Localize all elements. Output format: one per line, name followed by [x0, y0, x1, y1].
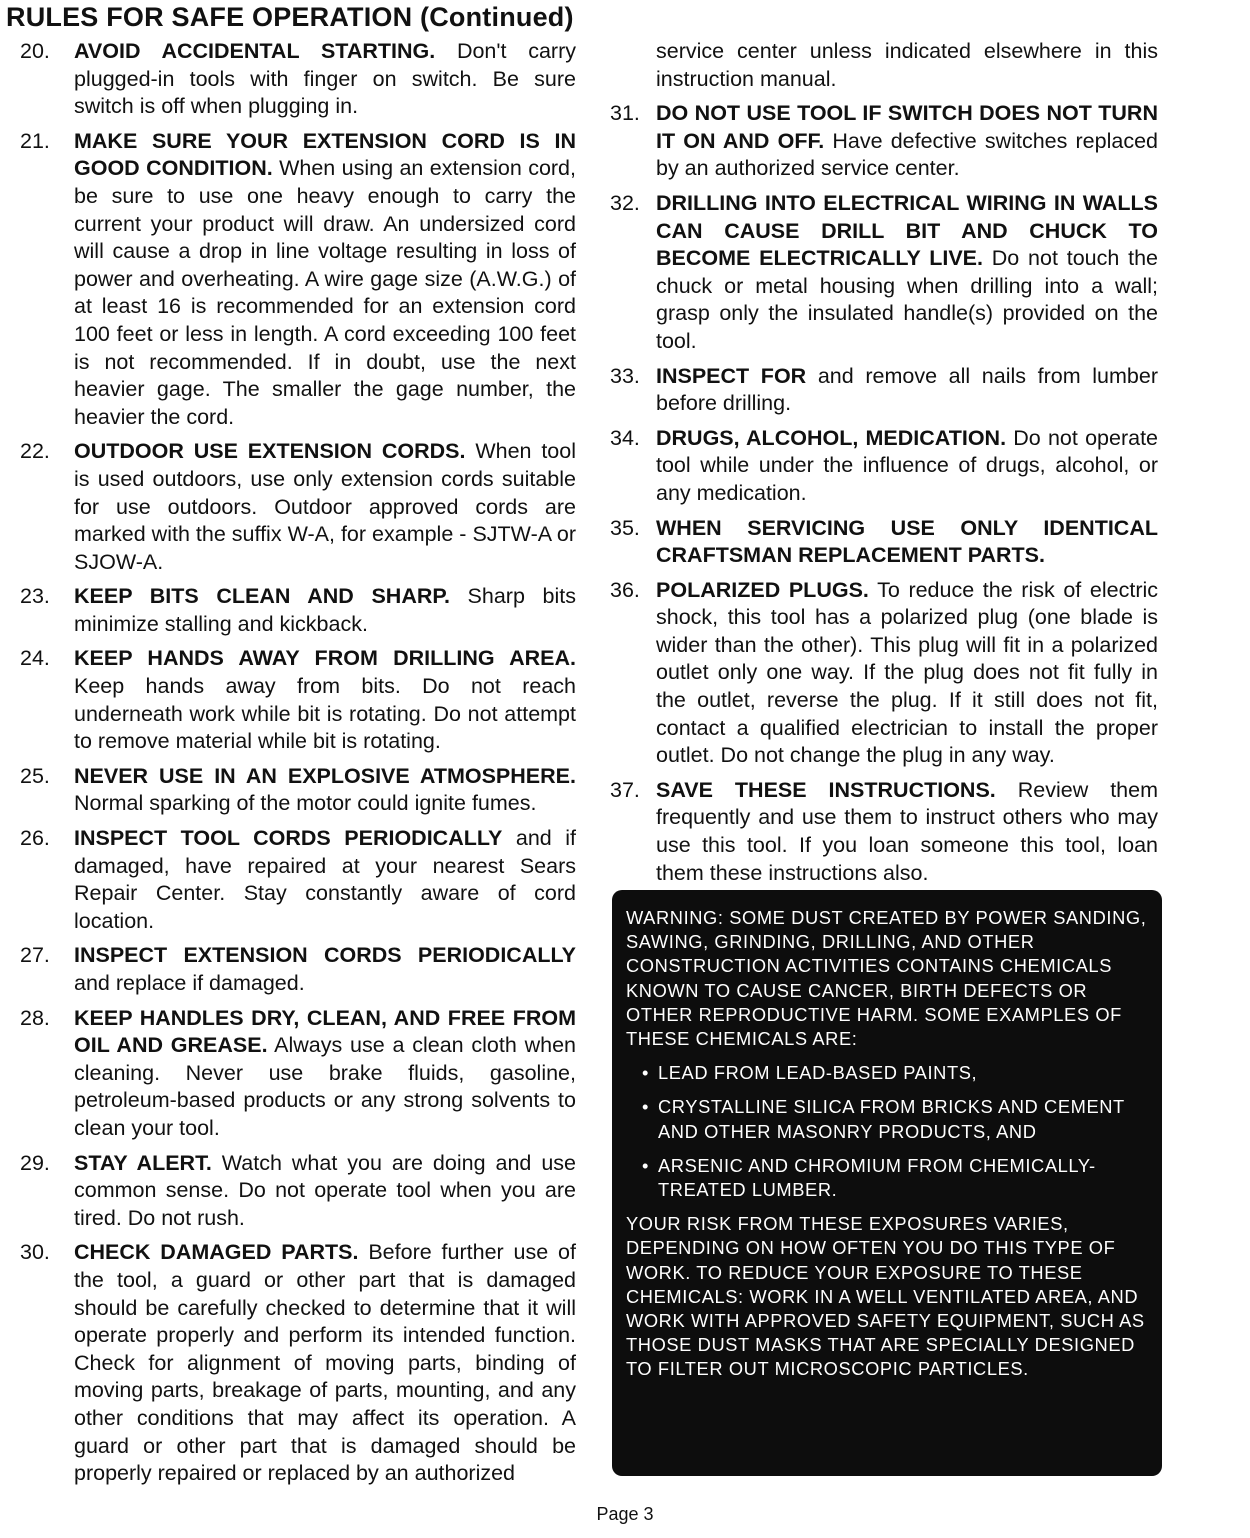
rule-text: Watch what you are doing and use common sense. Do not operate tool when you are tired. Do not rush.: [74, 1150, 576, 1230]
rule-heading: INSPECT FOR: [656, 363, 807, 388]
rule-heading: INSPECT EXTENSION CORDS PERIODICALLY: [74, 943, 576, 968]
rule-text: Sharp bits minimize stalling and kickback.: [74, 584, 576, 636]
bullet-icon: •: [642, 1154, 650, 1176]
warning-list-item: [626, 1095, 1152, 1143]
rule-number: 27.: [20, 943, 50, 968]
rule-item: [20, 583, 576, 638]
rule-text: Before further use of the tool, a guard or other part that is damaged should be carefully checked to determine that it will operate properly and perform its intended function. Check for alignment of moving parts, binding of moving parts, breakage of parts, mounting, and any other conditions that may affect its operation. A guard or other part that is damaged should be properly repaired or replaced by an authorized: [74, 1240, 576, 1486]
rule-number: 24.: [20, 646, 50, 671]
warning-outro: YOUR RISK FROM THESE EXPOSURES VARIES, DEPENDING ON HOW OFTEN YOU DO THIS TYPE OF WORK. TO REDUCE YOUR EXPOSURE TO THESE CHEMICALS: WORK IN A WELL VENTILATED AREA, AND WORK WITH APPROVED SAFETY EQUIPMENT, SUCH AS THOSE DUST MASKS THAT ARE SPECIALLY DESIGNED TO FILTER OUT MICROSCOPIC PARTICLES.: [626, 1213, 1145, 1380]
rule-text: Always use a clean cloth when cleaning. Never use brake fluids, gasoline, petroleum-based products or any strong solvents to clean your tool.: [74, 1033, 576, 1140]
rule-number: 31.: [610, 101, 640, 126]
warning-list-text: CRYSTALLINE SILICA FROM BRICKS AND CEMENT AND OTHER MASONRY PRODUCTS, AND: [658, 1096, 1125, 1142]
warning-list-text: ARSENIC AND CHROMIUM FROM CHEMICALLY-TREATED LUMBER.: [658, 1154, 1096, 1201]
rule-heading: KEEP BITS CLEAN AND SHARP.: [74, 584, 450, 609]
rule-heading: POLARIZED PLUGS.: [656, 577, 869, 602]
warning-list-item: [626, 1154, 1152, 1202]
rule-heading: CHECK DAMAGED PARTS.: [74, 1240, 359, 1265]
rule-number: 36.: [610, 577, 640, 602]
rule-item: [20, 128, 576, 432]
rule-number: 37.: [610, 777, 640, 802]
rule-heading: KEEP HANDS AWAY FROM DRILLING AREA.: [74, 646, 576, 671]
right-column: [610, 38, 1158, 894]
rule-heading: MAKE SURE YOUR EXTENSION CORD IS IN GOOD CONDITION.: [74, 128, 576, 181]
rule-number: 23.: [20, 584, 50, 609]
rule-item: [610, 425, 1158, 508]
rule-item: [20, 825, 576, 935]
rule-heading: KEEP HANDLES DRY, CLEAN, AND FREE FROM OIL AND GREASE.: [74, 1005, 576, 1058]
rule-item: [610, 100, 1158, 183]
warning-chemical-list: [626, 1061, 1152, 1202]
rule-text: When tool is used outdoors, use only extension cords suitable for use outdoors. Outdoor approved cords are marked with the suffix W-A, for example - SJTW-A or SJOW-A.: [74, 439, 576, 574]
rule-number: 21.: [20, 128, 50, 153]
bullet-icon: •: [642, 1062, 650, 1084]
rule-text: Do not operate tool while under the influence of drugs, alcohol, or any medication.: [656, 425, 1158, 505]
rule-text: When using an extension cord, be sure to use one heavy enough to carry the current your product will draw. An undersized cord will cause a drop in line voltage resulting in loss of power and overheating. A wire gage size (A.W.G.) of at least 16 is recommended for an extension cord 100 feet or less in length. A cord exceeding 100 feet is not recommended. If in doubt, use the next heavier gage. The smaller the gage number, the heavier the cord.: [74, 156, 576, 429]
rule-number: 35.: [610, 515, 640, 540]
rule-text: Review them frequently and use them to instruct others who may use this tool. If you loan someone this tool, loan them these instructions also.: [656, 777, 1158, 885]
bullet-icon: •: [642, 1096, 650, 1118]
rule-text: and remove all nails from lumber before drilling.: [656, 363, 1158, 416]
rule-heading: DO NOT USE TOOL IF SWITCH DOES NOT TURN IT ON AND OFF.: [656, 101, 1158, 153]
rule-number: 32.: [610, 190, 640, 215]
rule-number: 20.: [20, 39, 50, 63]
rule-heading: WHEN SERVICING USE ONLY IDENTICAL CRAFTSMAN REPLACEMENT PARTS.: [656, 515, 1158, 568]
warning-intro: WARNING: SOME DUST CREATED BY POWER SANDING, SAWING, GRINDING, DRILLING, AND OTHER CONSTRUCTION ACTIVITIES CONTAINS CHEMICALS KNOWN TO CAUSE CANCER, BIRTH DEFECTS OR OTHER REPRODUCTIVE HARM. SOME EXAMPLES OF THESE CHEMICALS ARE:: [626, 907, 1147, 1050]
rule-item: [610, 577, 1158, 770]
rule-number: 25.: [20, 763, 50, 788]
warning-list-item: [626, 1061, 1152, 1085]
rule-number: 26.: [20, 826, 50, 851]
rule-item: [20, 1150, 576, 1233]
rule-heading: SAVE THESE INSTRUCTIONS.: [656, 777, 996, 802]
rule-number: 30.: [20, 1240, 50, 1265]
rule-text: To reduce the risk of electric shock, this tool has a polarized plug (one blade is wider than the other). This plug will fit in a polarized outlet only one way. If the plug does not fit fully in the outlet, reverse the plug. If it still does not fit, contact a qualified electrician to install the proper outlet. Do not change the plug in any way.: [656, 577, 1159, 768]
rule-item: [20, 438, 576, 576]
dust-warning-box: [612, 890, 1162, 1476]
rule-text: Normal sparking of the motor could ignite fumes.: [74, 791, 537, 816]
warning-list-text: LEAD FROM LEAD-BASED PAINTS,: [658, 1062, 978, 1084]
rule-item: [20, 1005, 576, 1143]
rule-heading: OUTDOOR USE EXTENSION CORDS.: [74, 439, 466, 464]
rule-text: Have defective switches replaced by an authorized service center.: [656, 128, 1158, 181]
rule-number: 22.: [20, 439, 50, 464]
rule-heading: DRILLING INTO ELECTRICAL WIRING IN WALLS CAN CAUSE DRILL BIT AND CHUCK TO BECOME ELECTRICALLY LIVE.: [656, 190, 1158, 271]
rule-continuation: service center unless indicated elsewhere in this instruction manual.: [656, 39, 1158, 91]
rule-item: [20, 763, 576, 818]
rule-item: [20, 942, 576, 997]
rule-item: [20, 1239, 576, 1487]
rule-item: [610, 515, 1158, 570]
rule-heading: INSPECT TOOL CORDS PERIODICALLY: [74, 826, 503, 851]
rule-item: [610, 777, 1158, 887]
page-title: RULES FOR SAFE OPERATION (Continued): [6, 2, 574, 32]
rule-number: 34.: [610, 425, 640, 450]
rule-text: Do not touch the chuck or metal housing when drilling into a wall; grasp only the insulated handle(s) provided on the tool.: [656, 246, 1158, 353]
rule-text: Keep hands away from bits. Do not reach underneath work while bit is rotating. Do not attempt to remove material while bit is rotating.: [74, 674, 576, 754]
rule-heading: NEVER USE IN AN EXPLOSIVE ATMOSPHERE.: [74, 763, 576, 788]
rule-number: 28.: [20, 1005, 50, 1030]
rule-item: [610, 363, 1158, 418]
rule-text: and if damaged, have repaired at your nearest Sears Repair Center. Stay constantly aware of cord location.: [74, 826, 576, 933]
rule-item: [20, 38, 576, 121]
rule-heading: STAY ALERT.: [74, 1150, 212, 1175]
page-number: Page 3: [596, 1504, 654, 1524]
rule-number: 33.: [610, 363, 640, 388]
left-column: [20, 38, 576, 1495]
rule-heading: AVOID ACCIDENTAL STARTING.: [74, 39, 436, 63]
rule-item: [20, 645, 576, 755]
rule-number: 29.: [20, 1150, 50, 1175]
rule-item: [610, 190, 1158, 356]
rule-text: and replace if damaged.: [74, 971, 305, 995]
rule-heading: DRUGS, ALCOHOL, MEDICATION.: [656, 425, 1007, 450]
rule-text: Don't carry plugged-in tools with finger on switch. Be sure switch is off when plugging in.: [74, 39, 576, 119]
